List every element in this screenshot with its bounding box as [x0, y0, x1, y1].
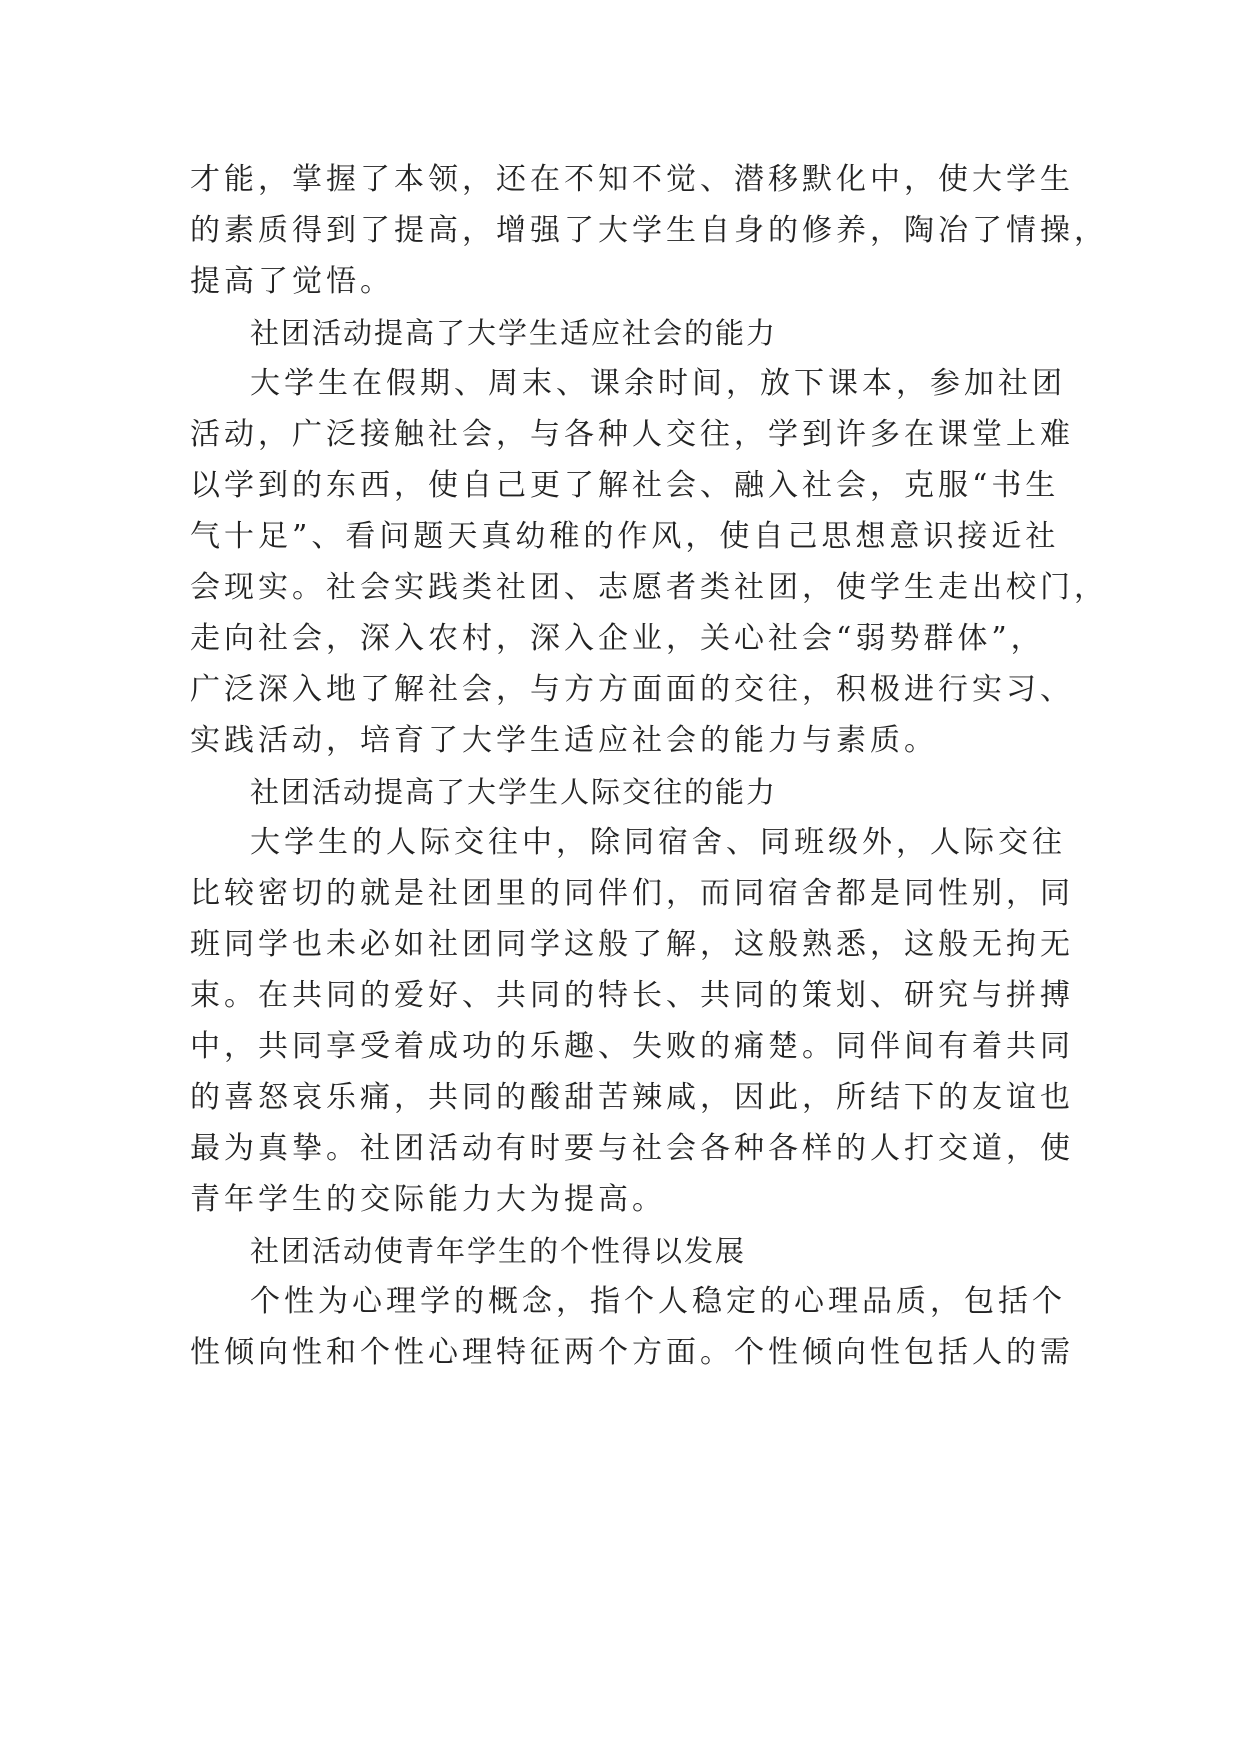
text-line: 以学到的东西，使自己更了解社会、融入社会，克服“书生: [190, 468, 1060, 503]
text-line: 班同学也未必如社团同学这般了解，这般熟悉，这般无拘无: [190, 927, 1074, 962]
text-line: 实践活动，培育了大学生适应社会的能力与素质。: [190, 723, 938, 758]
text-line: 青年学生的交际能力大为提高。: [190, 1182, 666, 1217]
text-line: 大学生的人际交往中，除同宿舍、同班级外，人际交往: [250, 825, 1066, 860]
text-line: 才能，掌握了本领，还在不知不觉、潜移默化中，使大学生: [190, 162, 1074, 197]
text-line: 活动，广泛接触社会，与各种人交往，学到许多在课堂上难: [190, 417, 1074, 452]
text-line: 走向社会，深入农村，深入企业，关心社会“弱势群体”，: [190, 621, 1045, 656]
text-line: 会现实。社会实践类社团、志愿者类社团，使学生走出校门，: [190, 570, 1108, 605]
text-line: 的喜怒哀乐痛，共同的酸甜苦辣咸，因此，所结下的友谊也: [190, 1080, 1074, 1115]
text-line: 比较密切的就是社团里的同伴们，而同宿舍都是同性别，同: [190, 876, 1074, 911]
text-line: 中，共同享受着成功的乐趣、失败的痛楚。同伴间有着共同: [190, 1029, 1074, 1064]
section-heading: 社团活动提高了大学生人际交往的能力: [250, 775, 778, 809]
text-line: 束。在共同的爱好、共同的特长、共同的策划、研究与拼搏: [190, 978, 1074, 1013]
text-line: 个性为心理学的概念，指个人稳定的心理品质，包括个: [250, 1284, 1066, 1319]
text-line: 提高了觉悟。: [190, 264, 394, 299]
text-line: 的素质得到了提高，增强了大学生自身的修养，陶冶了情操，: [190, 213, 1108, 248]
text-line: 广泛深入地了解社会，与方方面面的交往，积极进行实习、: [190, 672, 1074, 707]
section-heading: 社团活动提高了大学生适应社会的能力: [250, 316, 778, 350]
section-heading: 社团活动使青年学生的个性得以发展: [250, 1234, 747, 1268]
text-line: 气十足”、看问题天真幼稚的作风，使自己思想意识接近社: [190, 519, 1060, 554]
text-line: 最为真挚。社团活动有时要与社会各种各样的人打交道，使: [190, 1131, 1074, 1166]
text-line: 大学生在假期、周末、课余时间，放下课本，参加社团: [250, 366, 1066, 401]
text-line: 性倾向性和个性心理特征两个方面。个性倾向性包括人的需: [190, 1335, 1074, 1370]
